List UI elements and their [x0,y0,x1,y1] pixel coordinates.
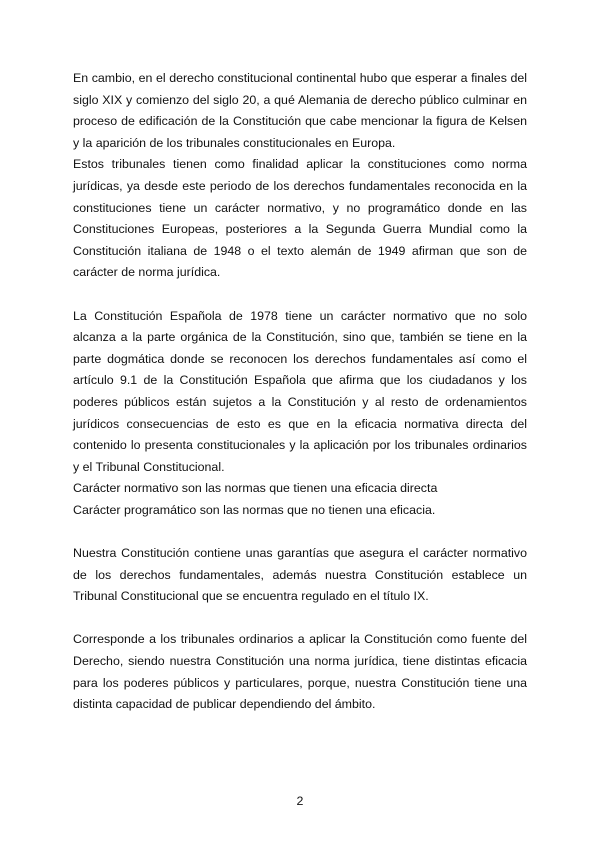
paragraph-gap [73,608,527,630]
paragraph-kelsen: En cambio, en el derecho constitucional continental hubo que esperar a finales del siglo XIX y comienzo del siglo 20, a qué Alemania de derecho público culminar en proceso de edificación de la Constitución que cabe mencionar la figura de Kelsen y la aparición de los tribunales constitucionales en Europa. [73,71,527,150]
paragraph-gap [73,284,527,306]
paragraph-tribunales-finalidad: Estos tribunales tienen como finalidad aplicar la constituciones como norma jurídicas, ya desde este periodo de los derechos fundamentales reconocida en la constituciones tiene un carácter normativo, y no programático donde en las Constituciones Europeas, posteriores a la Segunda Guerra Mundial como la Constitución italiana de 1948 o el texto alemán de 1949 afirman que son de carácter de norma jurídica. [73,157,527,280]
page-number: 2 [296,794,304,808]
paragraph-gap [73,521,527,543]
paragraph-constitucion-1978: La Constitución Española de 1978 tiene un carácter normativo que no solo alcanza a la parte orgánica de la Constitución, sino que, también se tiene en la parte dogmática donde se reconocen los derechos fundamentales así como el artículo 9.1 de la Constitución Española que afirma que los ciudadanos y los poderes públicos están sujetos a la Constitución y al resto de ordenamientos jurídicos consecuencias de esto es que en la eficacia normativa directa del contenido lo presenta constitucionales y la aplicación por los tribunales ordinarios y el Tribunal Constitucional. [73,308,527,474]
paragraph-caracter-programatico: Carácter programático son las normas que no tienen una eficacia. [73,502,436,517]
paragraph-tribunales-ordinarios: Corresponde a los tribunales ordinarios a aplicar la Constitución como fuente del Derecho, siendo nuestra Constitución una norma jurídica, tiene distintas eficacia para los poderes públicos y particulares, porque, nuestra Constitución tiene una distinta capacidad de publicar dependiendo del ámbito. [73,632,527,712]
paragraph-caracter-normativo: Carácter normativo son las normas que tienen una eficacia directa [73,481,438,496]
paragraph-garantias: Nuestra Constitución contiene unas garantías que asegura el carácter normativo de los derechos fundamentales, además nuestra Constitución establece un Tribunal Constitucional que se encuentra regulado en el título IX. [73,546,527,604]
document-body [73,68,527,716]
